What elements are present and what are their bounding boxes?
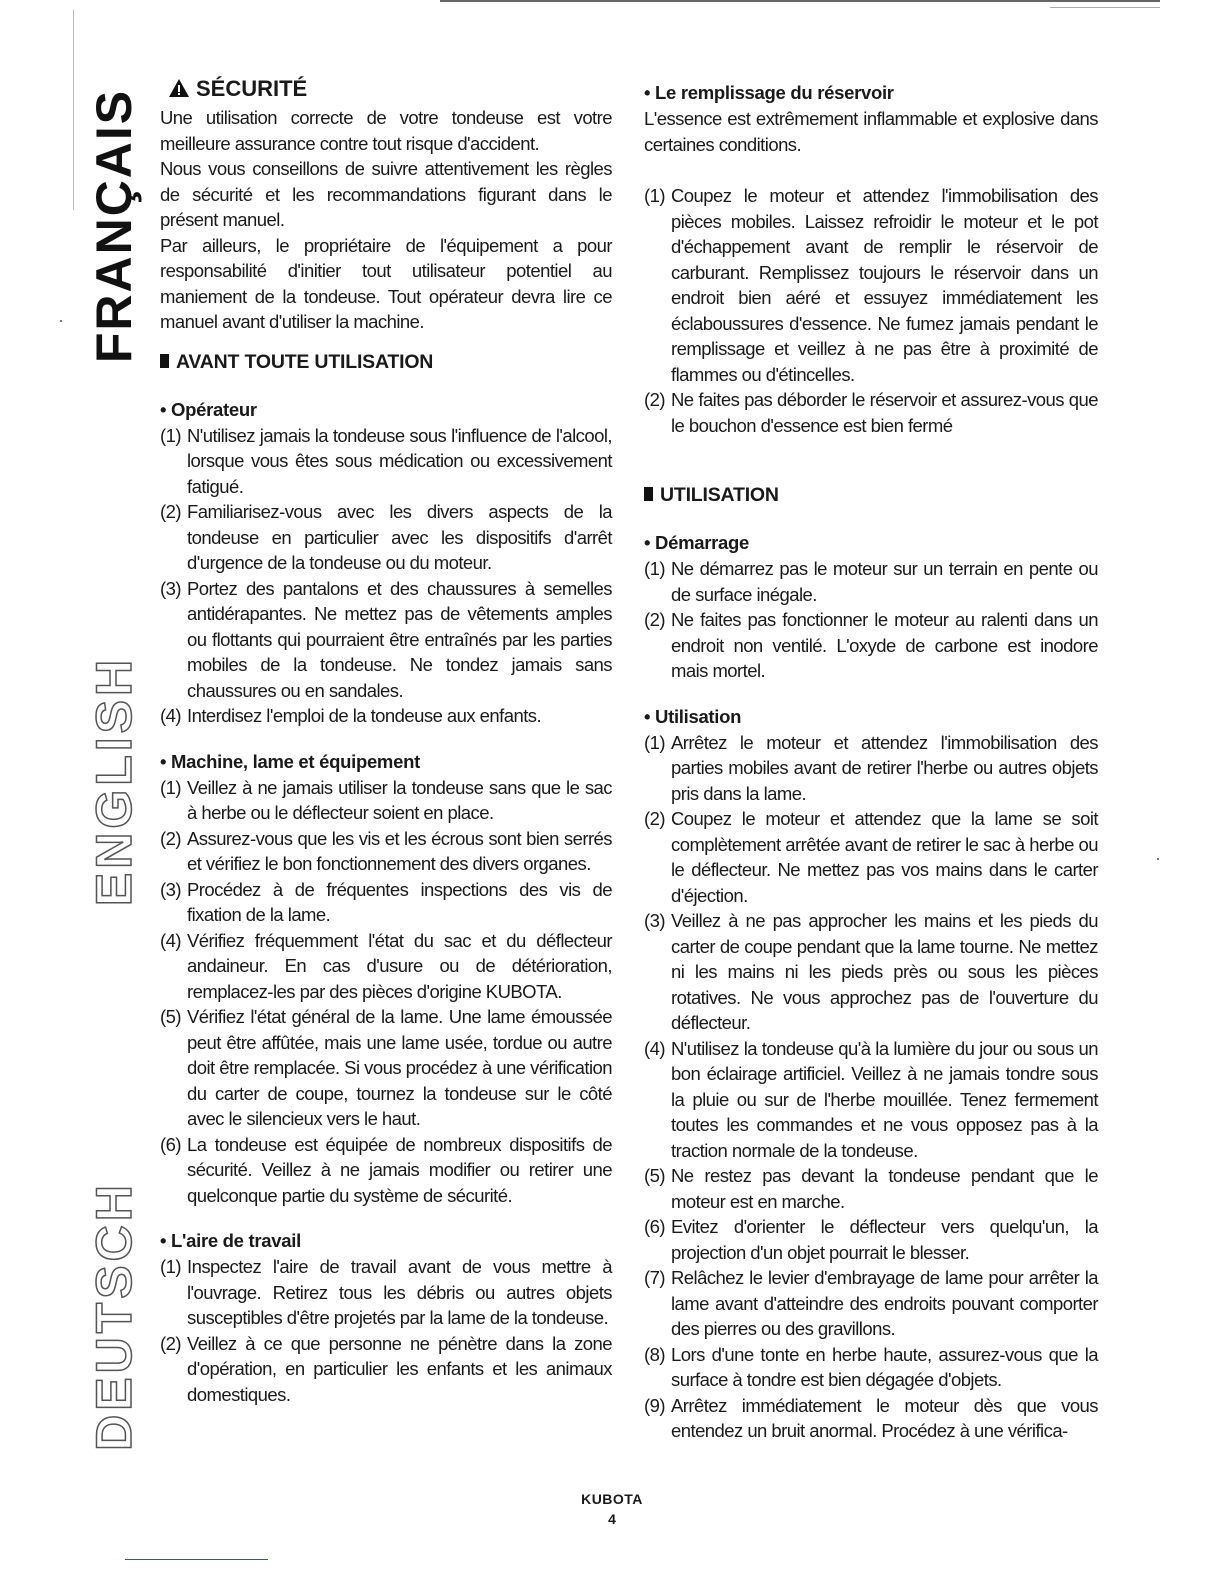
square-bullet-icon [160,354,169,368]
item-number: (6) [160,1133,181,1155]
utilisation-heading [644,482,1098,508]
list-item [160,576,612,704]
list-item [160,1132,612,1209]
item-text: Ne faites pas déborder le réservoir et assurez-vous que le bouchon d'essence est bien fermé [671,389,1098,436]
item-text: Ne restez pas devant la tondeuse pendant que le moteur est en marche. [671,1165,1098,1212]
scan-speck [1157,858,1159,860]
item-number: (2) [160,1332,181,1354]
list-item [644,1214,1098,1265]
item-text: Familiarisez-vous avec les divers aspects de la tondeuse en particulier avec les dispositifs d'arrêt d'urgence de la tondeuse ou du moteur. [187,501,612,573]
item-number: (2) [644,808,665,829]
list-item [644,556,1098,607]
machine-title: • Machine, lame et équipement [160,750,420,772]
item-number: (4) [160,705,181,726]
remplissage-title: • Le remplissage du réservoir [644,82,894,103]
list-item [160,775,612,826]
item-text: Assurez-vous que les vis et les écrous sont bien serrés et vérifiez le bon fonctionnement des divers organes. [187,827,612,874]
remplissage-paragraph: L'essence est extrêmement inflammable et explosive dans certaines conditions. [644,108,1098,155]
item-text: Portez des pantalons et des chaussures à semelles antidérapantes. Ne mettez pas de vêtements amples ou flottants qui pourraient être entraînés par les parties mobiles de la tondeuse. Ne tondez jamais sans chaussures ou en sandales. [187,577,612,701]
item-text: Veillez à ne pas approcher les mains et les pieds du carter de coupe pendant que la lame tourne. Ne mettez ni les mains ni les pieds près ou sous les pièces rotatives. Ne vous approchez pas de l'ouverture du déflecteur. [671,910,1098,1033]
list-item [644,806,1098,908]
item-text: N'utilisez la tondeuse qu'à la lumière du jour ou sous un bon éclairage artificiel. Veillez à ne jamais tondre sous la pluie ou sur de l'herbe mouillée. Tenez fermement toutes les commandes et ne vous opposez pas à la traction normale de la tondeuse. [671,1037,1098,1161]
language-tab-francais [84,88,144,364]
operateur-title: • Opérateur [160,398,257,420]
item-text: Coupez le moteur et attendez que la lame se soit complètement arrêtée avant de retirer le sac à herbe ou le déflecteur. Ne mettez pas vos mains dans le carter d'éjection. [671,808,1098,906]
list-item [160,928,612,1005]
scan-speck [60,320,62,322]
item-number: (4) [160,929,181,951]
demarrage-title: • Démarrage [644,532,749,553]
utilisation-title: UTILISATION [660,484,779,506]
item-number: (1) [160,776,181,798]
list-item [644,730,1098,807]
language-tab-label: FRANÇAIS [86,88,143,364]
top-rule [440,0,1160,2]
list-item [644,183,1098,387]
item-number: (3) [160,878,181,900]
item-text: Arrêtez le moteur et attendez l'immobilisation des parties mobiles avant de retirer l'herbe ou autres objets pris dans la lame. [671,731,1098,804]
language-tab-label: DEUTSCH [86,1181,142,1451]
securite-paragraph: Nous vous conseillons de suivre attentivement les règles de sécurité et les recommandations figurant dans le présent manuel. [160,158,612,230]
list-item [644,1036,1098,1164]
list-item [160,877,612,928]
language-tab-label: ENGLISH [86,655,142,906]
left-column [160,76,612,1407]
binding-edge-line [73,10,74,210]
securite-heading [168,76,612,102]
footer-brand: KUBOTA [581,1491,643,1507]
page-number: 4 [608,1511,616,1527]
item-number: (3) [160,577,181,599]
list-item [644,607,1098,684]
item-text: Lors d'une tonte en herbe haute, assurez-vous que la surface à tondre est bien dégagée d'objets. [671,1343,1098,1390]
securite-title: SÉCURITÉ [196,76,308,101]
item-number: (2) [644,389,665,410]
item-text: Veillez à ce que personne ne pénètre dans la zone d'opération, en particulier les enfants et les animaux domestiques. [187,1332,612,1405]
square-bullet-icon [644,487,653,501]
securite-paragraph: Une utilisation correcte de votre tondeuse est votre meilleure assurance contre tout risque d'accident. [160,107,612,154]
securite-paragraph: Par ailleurs, le propriétaire de l'équipement a pour responsabilité d'initier tout utilisateur potentiel au maniement de la tondeuse. Tout opérateur devra lire ce manuel avant d'utiliser la machine. [160,234,612,332]
list-item [160,1004,612,1132]
item-number: (4) [644,1037,665,1059]
item-number: (8) [644,1343,665,1365]
list-item [160,499,612,576]
item-number: (7) [644,1267,665,1288]
item-text: Arrêtez immédiatement le moteur dès que vous entendez un bruit anormal. Procédez à une vérifica- [671,1394,1098,1441]
item-number: (1) [160,424,181,446]
util-title: • Utilisation [644,705,742,727]
item-text: Relâchez le levier d'embrayage de lame pour arrêter la lame avant d'atteindre des endroits pouvant comporter des pierres ou des gravillons. [671,1267,1098,1339]
list-item [644,387,1098,438]
list-item [644,908,1098,1036]
list-item [160,423,612,500]
item-text: La tondeuse est équipée de nombreux dispositifs de sécurité. Veillez à ne jamais modifier ou retirer une quelconque partie du système de sécurité. [187,1133,612,1206]
item-number: (2) [644,609,665,630]
item-text: Vérifiez fréquemment l'état du sac et du déflecteur andaineur. En cas d'usure ou de détérioration, remplacez-les par des pièces d'origine KUBOTA. [187,929,612,1002]
top-rule-secondary [1050,7,1160,8]
avant-title: AVANT TOUTE UTILISATION [176,350,434,373]
list-item [160,826,612,877]
item-text: Procédez à de fréquentes inspections des vis de fixation de la lame. [187,878,612,925]
item-text: Interdisez l'emploi de la tondeuse aux enfants. [187,705,542,726]
item-text: Ne démarrez pas le moteur sur un terrain en pente ou de surface inégale. [671,558,1098,605]
language-tab-english [84,655,144,906]
item-number: (2) [160,827,181,849]
list-item [160,1254,612,1331]
list-item [160,703,612,729]
item-text: Coupez le moteur et attendez l'immobilisation des pièces mobiles. Laissez refroidir le moteur et le pot d'échappement avant de remplir le réservoir de carburant. Remplissez toujours le réservoir dans un endroit bien aéré et essuyez immédiatement les éclaboussures d'essence. Ne fumez jamais pendant le remplissage et veillez à ne pas être à proximité de flammes ou d'étincelles. [671,185,1098,385]
item-number: (2) [160,501,181,522]
avant-heading [160,349,612,375]
item-text: Evitez d'orienter le déflecteur vers quelqu'un, la projection d'un objet pourrait le blesser. [671,1216,1098,1263]
item-text: Inspectez l'aire de travail avant de vous mettre à l'ouvrage. Retirez tous les débris ou autres objets susceptibles d'être projetés par la lame de la tondeuse. [187,1256,612,1328]
item-number: (6) [644,1216,665,1237]
right-column [644,76,1098,1444]
item-number: (5) [644,1165,665,1186]
bottom-rule [125,1559,268,1560]
item-number: (1) [160,1256,181,1277]
list-item [644,1163,1098,1214]
item-text: N'utilisez jamais la tondeuse sous l'influence de l'alcool, lorsque vous êtes sous médication ou excessivement fatigué. [187,424,612,497]
item-number: (1) [644,185,665,206]
item-number: (1) [644,731,665,753]
item-text: Ne faites pas fonctionner le moteur au ralenti dans un endroit non ventilé. L'oxyde de carbone est inodore mais mortel. [671,609,1098,681]
item-text: Vérifiez l'état général de la lame. Une lame émoussée peut être affûtée, mais une lame usée, tordue ou autre doit être remplacée. Si vous procédez à une vérification du carter de coupe, tournez la tondeuse sur le côté avec le silencieux vers le haut. [187,1006,612,1129]
list-item [644,1342,1098,1393]
item-number: (9) [644,1394,665,1416]
item-text: Veillez à ne jamais utiliser la tondeuse sans que le sac à herbe ou le déflecteur soient en place. [187,776,612,823]
aire-title: • L'aire de travail [160,1230,301,1251]
list-item [644,1265,1098,1342]
item-number: (3) [644,910,665,931]
list-item [160,1331,612,1408]
language-tab-deutsch [84,1181,144,1451]
list-item [644,1393,1098,1444]
item-number: (5) [160,1006,181,1027]
item-number: (1) [644,558,665,579]
warning-icon [168,78,190,98]
